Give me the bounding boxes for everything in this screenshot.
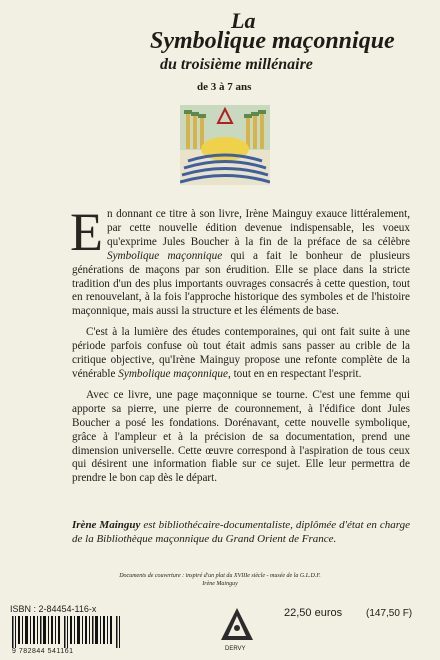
paragraph-3: Avec ce livre, une page maçonnique se tourne. C'est une femme qui apporte sa pierre, une pierre de couronnement, à l'édifice dont Jules Boucher a posé les fondations. Dorénavant, cette nouvelle symbolique, grâce à l'ampleur et à la précision de sa documentation, prend une dimension universelle. Cette œuvre correspond à l'aspiration de tous ceux qui désirent une information fiable sur ce sujet. Elle leur permettra de prendre le bon cap dès le départ. [72,388,410,485]
barcode-number: 9 782844 541161 [12,648,74,655]
book-subtitle: du troisième millénaire [160,56,313,73]
title-article: La [231,8,256,33]
book-reference: Symbolique maçonnique [118,367,228,380]
price-euros: 22,50 euros [284,607,343,619]
paragraph-2-text-end: , tout en en respectant l'esprit. [227,367,362,380]
book-title: Symbolique maçonnique [150,28,395,54]
book-reference: Symbolique maçonnique [107,249,223,262]
author-bio-text: est bibliothécaire-documentaliste, diplômée d'état en charge de la Bibliothèque maçonnique du Grand Orient de France. [72,519,410,545]
author-name: Irène Mainguy [72,519,141,531]
paragraph-2-text: C'est à la lumière des études contemporaines, qui ont fait suite à une période parfois confuse où tout était admis sans passer au crible de la critique objective, qu'Irène Mainguy propose une refonte complète de la vénérable [72,326,410,380]
cover-credit [110,572,330,588]
paragraph-1-text: n donnant ce titre à son livre, Irène Mainguy exauce littéralement, par cette nouvelle édition devenue indispensable, les voeux qu'exprime Jules Boucher à la fin de la préface de sa célèbre [107,208,410,248]
temple-emblem-icon [180,105,270,185]
publisher-name: DERVY [225,646,246,652]
paragraph-1-text-end: qui a fait le bonheur de plusieurs générations de maçons par son érudition. Elle se place dans la stricte tradition d'un des plus importants ouvrages consacrés à cette question, tout en renouvelant, à la fois l'approche historique des symboles et de l'histoire maçonnique, mais aussi la structure et les éléments de base. [72,249,410,318]
back-cover-text [70,202,410,493]
credit-line-1: Documents de couverture : inspiré d'un plat du XVIIIe siècle - musée de la G.L.D.F. [119,573,321,579]
publisher-logo-icon [219,606,255,646]
paragraph-2 [72,326,410,382]
barcode-icon [12,616,122,648]
credit-line-2: Irène Mainguy [202,581,238,587]
price-francs: (147,50 F) [366,608,413,619]
edition-note: de 3 à 7 ans [197,81,252,93]
dropcap-letter: E [70,202,103,262]
paragraph-1 [70,202,410,319]
author-bio [72,518,410,546]
isbn-label: ISBN : 2-84454-116-x [10,604,97,614]
